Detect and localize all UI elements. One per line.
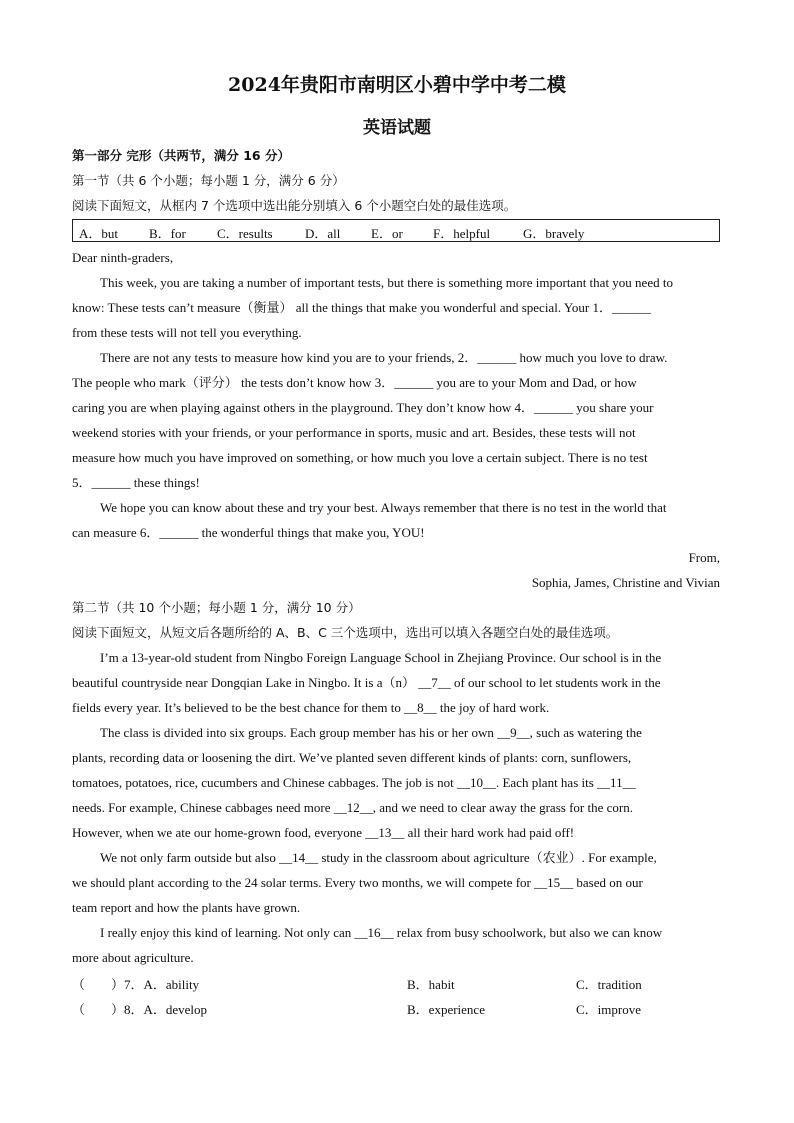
passage-line: I really enjoy this kind of learning. Not only can __16__ relax from busy schoolwork, but also we can know <box>100 925 663 940</box>
passage-line: we should plant according to the 24 solar terms. Every two months, we will compete for __15__ based on our <box>72 875 643 890</box>
passage-line: fields every year. It’s believed to be the best chance for them to __8__ the joy of hard work. <box>72 700 550 715</box>
question-8-option-b: B．experience <box>407 1002 485 1017</box>
passage-line: more about agriculture. <box>72 950 194 965</box>
letter-line: can measure 6．______ the wonderful things that make you, YOU! <box>72 525 425 540</box>
section1-heading: 第一节（共 6 个小题；每小题 1 分，满分 6 分） <box>72 173 345 188</box>
letter-line: This week, you are taking a number of important tests, but there is something more important that you need to <box>100 275 673 290</box>
letter-line: know: These tests can’t measure（衡量） all the things that make you wonderful and special. Your 1．______ <box>72 300 652 315</box>
option-b: B．for <box>149 226 186 241</box>
letter-line: from these tests will not tell you everything. <box>72 325 302 340</box>
passage-line: The class is divided into six groups. Each group member has his or her own __9__, such as watering the <box>100 725 642 740</box>
part1-heading: 第一部分 完形（共两节，满分 16 分） <box>72 148 290 163</box>
letter-line: We hope you can know about these and try your best. Always remember that there is no test in the world that <box>100 500 667 515</box>
option-f: F．helpful <box>433 226 491 241</box>
letter-signature: Sophia, James, Christine and Vivian <box>531 575 720 590</box>
option-d: D．all <box>305 226 341 241</box>
passage-line: beautiful countryside near Dongqian Lake in Ningbo. It is a（n） __7__ of our school to let students work in the <box>72 675 661 690</box>
question-8: （ ）8．A．develop <box>72 1002 208 1017</box>
question-7-option-c: C．tradition <box>576 977 642 992</box>
letter-closing: From, <box>688 550 720 565</box>
option-c: C．results <box>217 226 273 241</box>
option-a: A．but <box>79 226 119 241</box>
passage-line: I’m a 13-year-old student from Ningbo Foreign Language School in Zhejiang Province. Our school is in the <box>100 650 662 665</box>
passage-line: We not only farm outside but also __14__ study in the classroom about agriculture（农业）. For example, <box>100 850 657 865</box>
letter-line: measure how much you have improved on something, or how much you love a certain subject. There is no test <box>72 450 648 465</box>
passage-line: team report and how the plants have grown. <box>72 900 301 915</box>
passage-line: plants, recording data or loosening the dirt. We’ve planted seven different kinds of plants: corn, sunflowers, <box>72 750 632 765</box>
section2-heading: 第二节（共 10 个小题；每小题 1 分，满分 10 分） <box>72 600 361 615</box>
letter-line: 5．______ these things! <box>72 475 200 490</box>
passage-line: needs. For example, Chinese cabbages need more __12__, and we need to clear away the grass for the corn. <box>72 800 633 815</box>
question-7: （ ）7．A．ability <box>72 977 200 992</box>
option-e: E．or <box>371 226 403 241</box>
section1-instructions: 阅读下面短文，从框内 7 个选项中选出能分别填入 6 个小题空白处的最佳选项。 <box>72 198 517 213</box>
passage-line: However, when we ate our home-grown food, everyone __13__ all their hard work had paid off! <box>72 825 575 840</box>
exam-subtitle: 英语试题 <box>363 118 431 138</box>
passage-line: tomatoes, potatoes, rice, cucumbers and Chinese cabbages. The job is not __10__. Each plant has its __11__ <box>72 775 636 790</box>
options-box <box>72 219 720 242</box>
letter-greeting: Dear ninth-graders, <box>72 250 174 265</box>
letter-line: The people who mark（评分） the tests don’t know how 3．______ you are to your Mom and Dad, or how <box>72 375 637 390</box>
question-7-option-b: B．habit <box>407 977 455 992</box>
section2-instructions: 阅读下面短文，从短文后各题所给的 A、B、C 三个选项中，选出可以填入各题空白处的最佳选项。 <box>72 625 619 640</box>
option-g: G．bravely <box>523 226 585 241</box>
letter-line: caring you are when playing against others in the playground. They don’t know how 4．______ you share your <box>72 400 654 415</box>
question-8-option-c: C．improve <box>576 1002 641 1017</box>
exam-title: 2024年贵阳市南明区小碧中学中考二模 <box>228 74 566 96</box>
letter-line: There are not any tests to measure how kind you are to your friends, 2．______ how much you love to draw. <box>100 350 668 365</box>
letter-line: weekend stories with your friends, or your performance in sports, music and art. Besides, these tests will not <box>72 425 636 440</box>
